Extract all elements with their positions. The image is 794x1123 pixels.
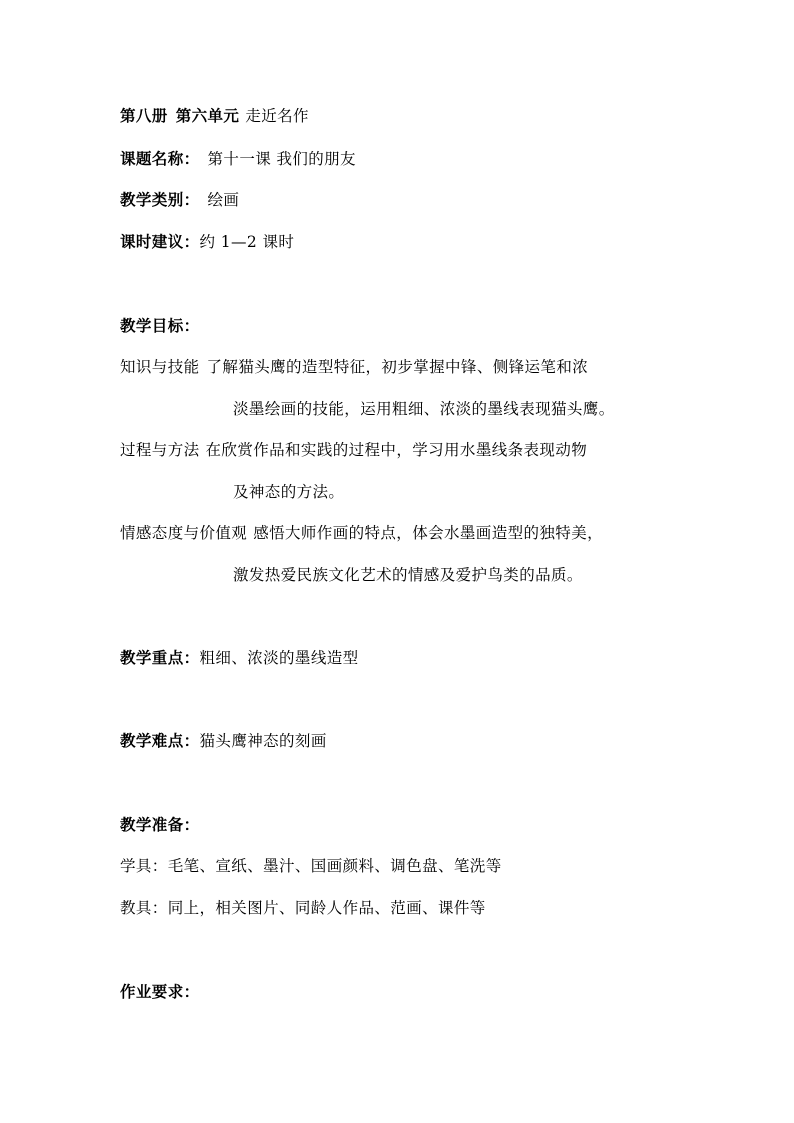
- teacher-tools: 教具：同上，相关图片、同龄人作品、范画、课件等: [120, 899, 486, 917]
- process-text-1: 在欣赏作品和实践的过程中，学习用水墨线条表现动物: [205, 441, 588, 459]
- emotion-row: [120, 523, 603, 543]
- knowledge-row: [120, 357, 588, 377]
- emotion-label: 情感态度与价值观: [120, 524, 248, 542]
- unit-title: 走近名作: [245, 107, 309, 125]
- process-text-2: 及神态的方法。: [233, 483, 345, 501]
- emotion-text-2: 激发热爱民族文化艺术的情感及爱护鸟类的品质。: [233, 566, 583, 584]
- topic-row: [120, 149, 356, 169]
- emotion-text-1: 感悟大师作画的特点，体会水墨画造型的独特美，: [253, 524, 604, 542]
- unit-label: 第六单元: [175, 106, 240, 125]
- homework-heading: 作业要求：: [120, 982, 200, 1001]
- key-point-value: 粗细、浓淡的墨线造型: [199, 649, 359, 667]
- difficulty-label: 教学难点：: [120, 731, 200, 750]
- objectives-heading: 教学目标：: [120, 316, 200, 335]
- preparation-heading: 教学准备：: [120, 815, 200, 834]
- topic-label: 课题名称：: [120, 149, 200, 168]
- type-value: 绘画: [207, 191, 240, 209]
- hours-row: [120, 232, 294, 252]
- hours-value: 约 1—2 课时: [199, 233, 295, 251]
- type-label: 教学类别：: [120, 190, 200, 209]
- topic-value: 第十一课 我们的朋友: [207, 150, 356, 168]
- student-tools: 学具：毛笔、宣纸、墨汁、国画颜料、调色盘、笔洗等: [120, 857, 502, 875]
- unit-header: [120, 106, 309, 126]
- type-row: [120, 190, 239, 210]
- hours-label: 课时建议：: [120, 232, 200, 251]
- key-point-label: 教学重点：: [120, 648, 200, 667]
- process-row: [120, 440, 587, 460]
- difficulty-value: 猫头鹰神态的刻画: [199, 732, 327, 750]
- process-label: 过程与方法: [120, 441, 200, 459]
- knowledge-text-1: 了解猫头鹰的造型特征，初步掌握中锋、侧锋运笔和浓: [206, 358, 589, 376]
- knowledge-label: 知识与技能: [120, 358, 200, 376]
- key-point-row: [120, 648, 359, 668]
- knowledge-text-2: 淡墨绘画的技能，运用粗细、浓淡的墨线表现猫头鹰。: [233, 400, 615, 418]
- difficulty-row: [120, 731, 327, 751]
- volume-label: 第八册: [120, 106, 168, 125]
